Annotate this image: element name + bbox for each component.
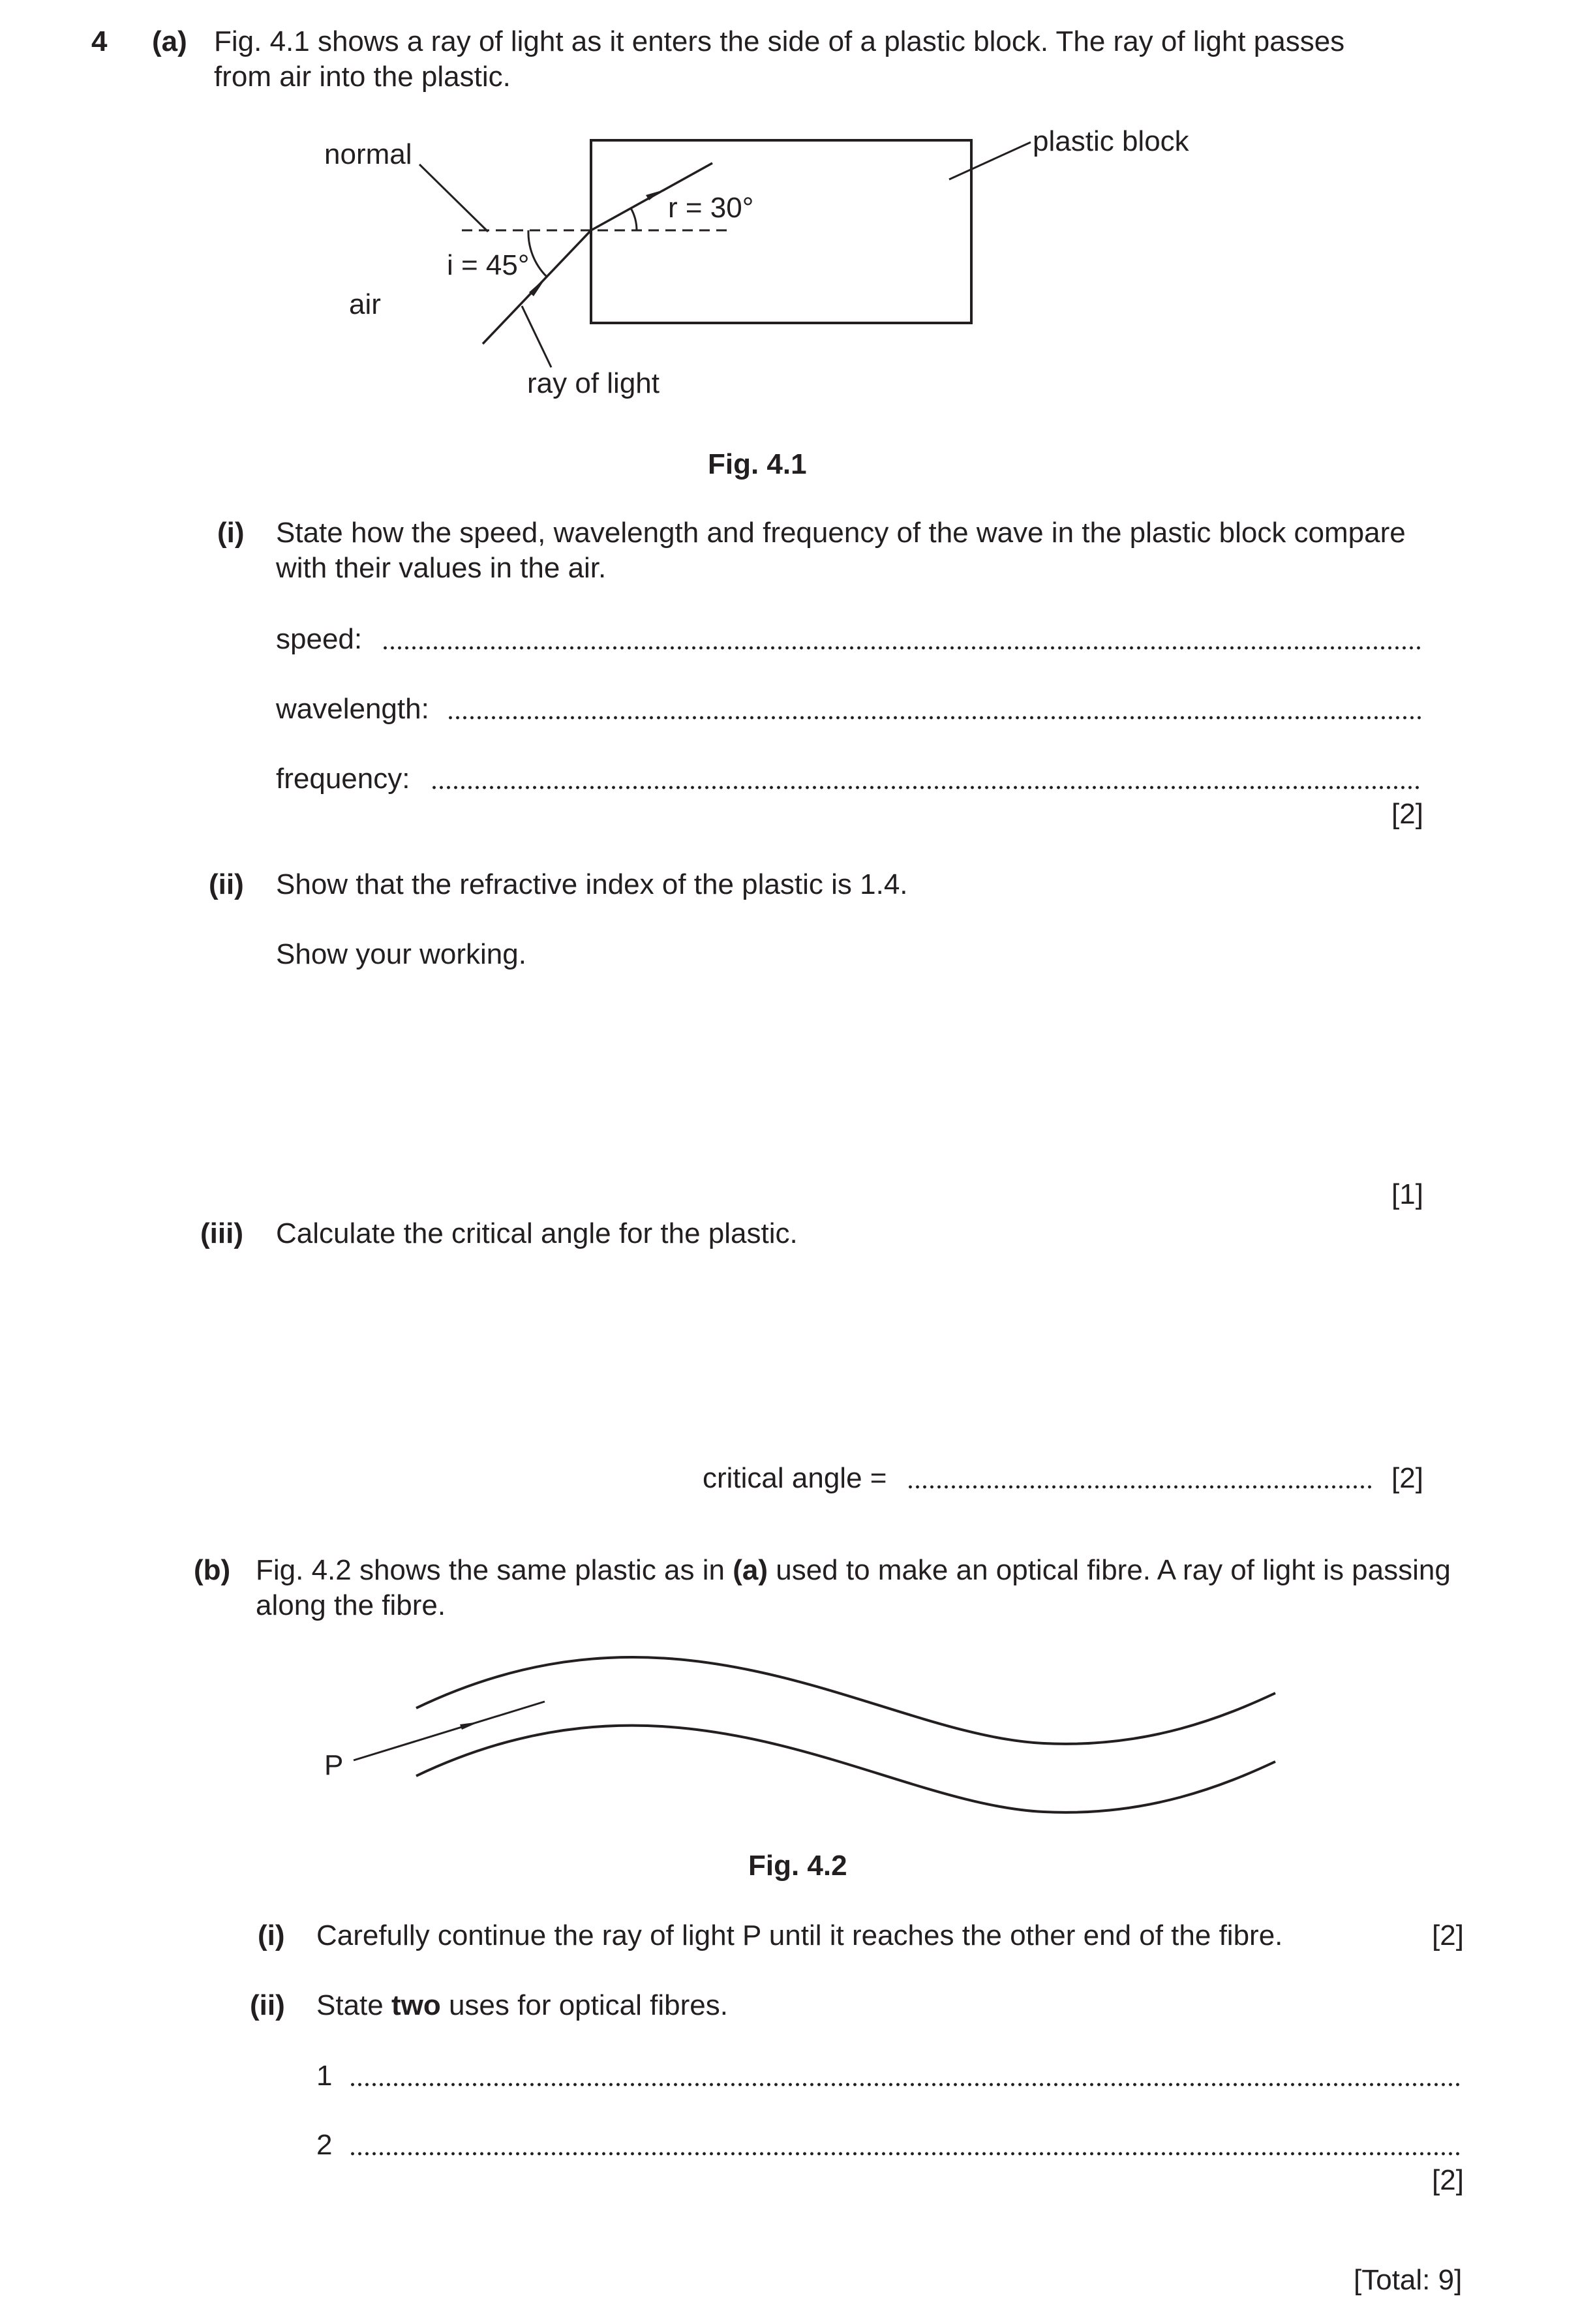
a-i-marks: [2]	[1391, 798, 1423, 830]
label-air: air	[349, 288, 381, 320]
label-r: r = 30°	[668, 192, 754, 224]
fig-4-1-caption: Fig. 4.1	[708, 448, 807, 480]
label-i: i = 45°	[447, 249, 530, 281]
a-iii-label: (iii)	[200, 1217, 243, 1249]
label-p: P	[324, 1749, 344, 1781]
total-marks: [Total: 9]	[1354, 2264, 1463, 2296]
label-ray-of-light: ray of light	[527, 367, 660, 399]
part-b-intro-line1: Fig. 4.2 shows the same plastic as in (a) used to make an optical fibre. A ray of light is passing	[256, 1554, 1451, 1586]
part-a-intro-line1: Fig. 4.1 shows a ray of light as it enters the side of a plastic block. The ray of light passes	[214, 25, 1345, 57]
use-2-label: 2	[316, 2129, 333, 2161]
speed-label: speed:	[276, 623, 363, 655]
a-iii-marks: [2]	[1391, 1462, 1423, 1494]
fig-4-2-caption: Fig. 4.2	[748, 1850, 847, 1882]
b-ii-label: (ii)	[250, 1989, 285, 2021]
b-i-marks: [2]	[1432, 1919, 1464, 1951]
a-ii-working: Show your working.	[276, 938, 526, 970]
question-number: 4	[91, 25, 108, 57]
a-iii-text: Calculate the critical angle for the plastic.	[276, 1217, 798, 1249]
use-1-answer-line[interactable]	[349, 2083, 1463, 2087]
a-ii-label: (ii)	[209, 868, 244, 900]
label-plastic-block: plastic block	[1033, 125, 1189, 157]
a-i-line2: with their values in the air.	[276, 552, 607, 584]
b-ii-text: State two uses for optical fibres.	[316, 1989, 728, 2021]
frequency-label: frequency:	[276, 763, 410, 795]
wavelength-label: wavelength:	[276, 693, 429, 725]
a-ii-marks: [1]	[1391, 1178, 1423, 1210]
part-b-intro-line2: along the fibre.	[256, 1589, 446, 1621]
a-ii-text: Show that the refractive index of the plastic is 1.4.	[276, 868, 908, 900]
critical-angle-label: critical angle =	[703, 1462, 887, 1494]
ray-p-arrow	[460, 1722, 479, 1730]
part-a-intro-line2: from air into the plastic.	[214, 61, 511, 93]
a-i-label: (i)	[217, 517, 245, 549]
part-a-label: (a)	[152, 25, 187, 57]
fibre-lower-edge	[416, 1726, 1275, 1812]
part-b-label: (b)	[194, 1554, 231, 1586]
b-i-text: Carefully continue the ray of light P until it reaches the other end of the fibre.	[316, 1919, 1283, 1951]
fibre-upper-edge	[416, 1657, 1275, 1744]
a-i-line1: State how the speed, wavelength and frequency of the wave in the plastic block compare	[276, 517, 1406, 549]
use-2-answer-line[interactable]	[349, 2152, 1463, 2156]
use-1-label: 1	[316, 2060, 333, 2092]
label-normal: normal	[324, 138, 412, 170]
ray-p	[354, 1702, 545, 1760]
b-ii-marks: [2]	[1432, 2164, 1464, 2196]
b-i-label: (i)	[258, 1919, 285, 1951]
